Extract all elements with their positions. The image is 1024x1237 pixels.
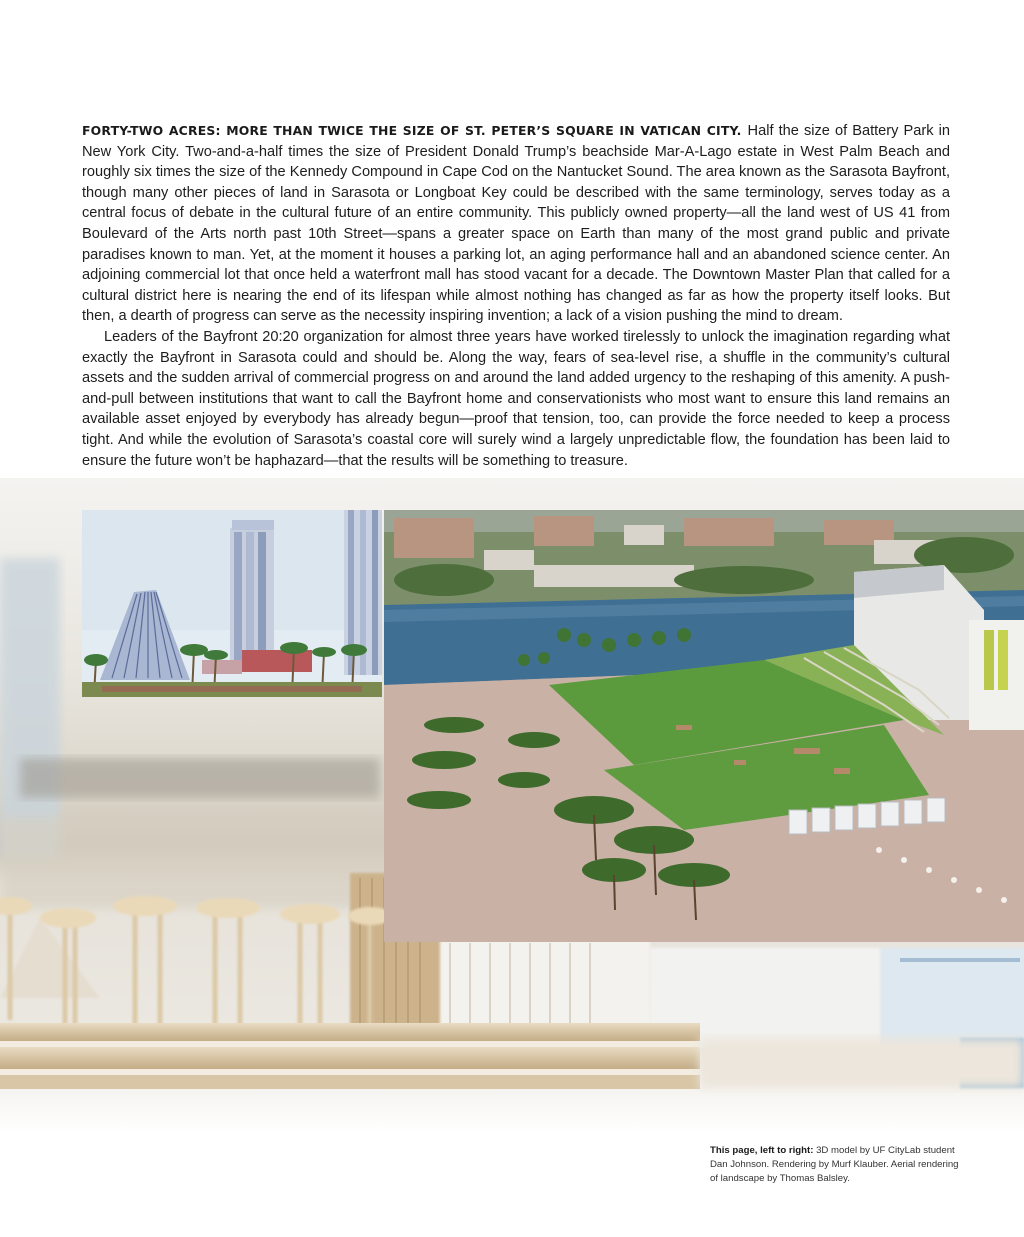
article-paragraph-1 [82, 121, 950, 327]
aerial-landscape-rendering [384, 510, 1024, 942]
photo-caption [710, 1144, 960, 1186]
article-paragraph-2: Leaders of the Bayfront 20:20 organization for almost three years have worked tirelessly to unlock the imagination regarding what exactly the Bayfront in Sarasota could and should be. Along the way, fears of sea-level rise, a shuffle in the community’s cultural assets and the sudden arrival of commercial progress on and around the land added urgency to the reshaping of this amenity. A push-and-pull between institutions that want to call the Bayfront home and conservationists who most want to ensure this land remains an available asset enjoyed by everybody has already begun—proof that tension, too, can provide the force needed to keep a process tight. And while the evolution of Sarasota’s coastal core will surely wind a largely unpredictable flow, the foundation has been laid to ensure the future won’t be haphazard—that the results will be something to treasure. [82, 328, 950, 469]
caption-text: 3D model by UF CityLab student Dan Johnson. Rendering by Murf Klauber. Aerial rendering of landscape by Thomas Balsley. [710, 1145, 959, 1184]
lead-in-headline: FORTY-TWO ACRES: MORE THAN TWICE THE SIZE OF ST. PETER’S SQUARE IN VATICAN CITY. [82, 123, 742, 138]
caption-lead: This page, left to right: [710, 1145, 814, 1156]
article-body [82, 121, 950, 471]
architectural-rendering-sketch [82, 510, 382, 697]
photo-collage [0, 478, 1024, 1133]
paragraph-1-text: Half the size of Battery Park in New York City. Two-and-a-half times the size of President Donald Trump’s beachside Mar-A-Lago estate in West Palm Beach and roughly six times the size of the Kennedy Compound in Cape Cod on the Nantucket Sound. The area known as the Sarasota Bayfront, though many other pieces of land in Sarasota or Longboat Key could be described with the same terminology, serves today as a central focus of debate in the cultural future of an entire community. This publicly owned property—all the land west of US 41 from Boulevard of the Arts north past 10th Street—spans a greater space on Earth than many of the most grand public and private paradises known to man. Yet, at the moment it houses a parking lot, an aging performance hall and an abandoned science center. An adjoining commercial lot that once held a waterfront mall has stood vacant for a decade. The Downtown Master Plan that called for a cultural district here is nearing the end of its lifespan while almost nothing has changed as far as how the property itself looks. But then, a dearth of progress can serve as the necessity inspiring invention; a lack of a vision pushing the mind to dream. [82, 123, 950, 325]
